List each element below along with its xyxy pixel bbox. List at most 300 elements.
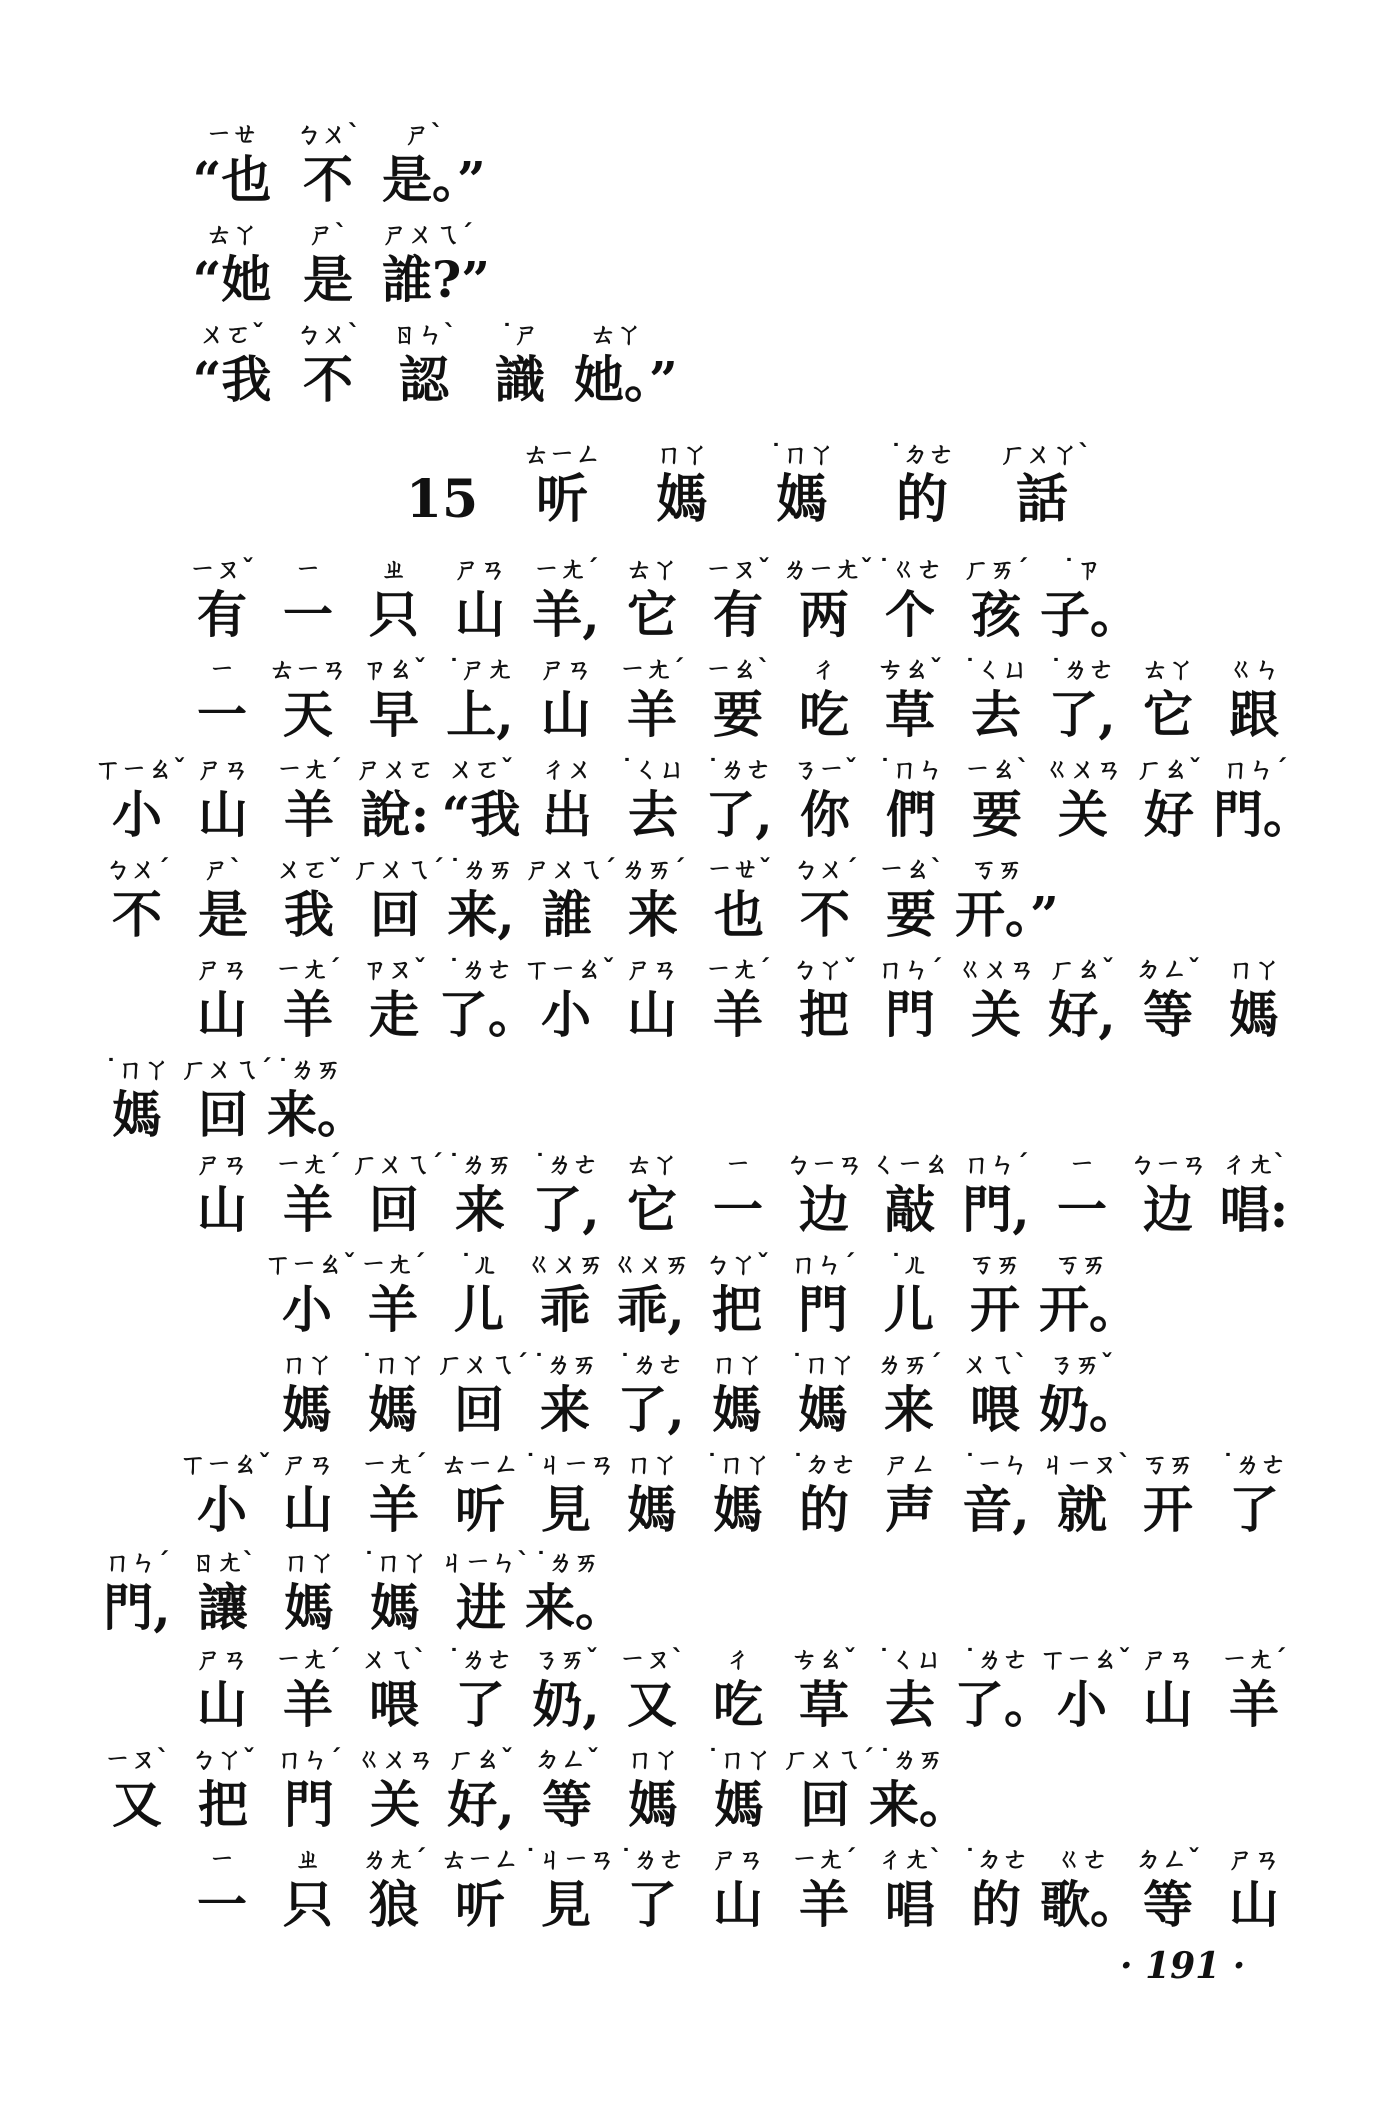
zhuyin-annotation: ㄅㄨˋ [295, 320, 361, 350]
zhuyin-annotation: ˙ㄕㄤ [447, 655, 513, 685]
zhuyin-annotation: ˙ㄌㄜ [618, 1350, 684, 1380]
character-cell [181, 855, 265, 951]
hanzi: 是 [198, 885, 248, 944]
hanzi: 一 [1057, 1180, 1107, 1239]
character-cell [867, 1350, 951, 1446]
hanzi: 認 [399, 350, 449, 409]
character-cell [181, 1055, 273, 1151]
character-cell [1039, 1350, 1139, 1446]
character-cell [523, 1350, 607, 1446]
zhuyin-annotation: ㄓ [294, 1845, 321, 1875]
hanzi: 山 [1229, 1875, 1279, 1934]
character-cell [267, 755, 351, 851]
character-cell [190, 320, 274, 416]
hanzi: 关 [971, 985, 1021, 1044]
zhuyin-annotation: ˙ㄌㄜ [1221, 1450, 1287, 1480]
character-cell [352, 1845, 436, 1941]
hanzi: 們 [886, 785, 936, 844]
hanzi: 开。 [1039, 1280, 1139, 1339]
character-cell [382, 220, 491, 316]
hanzi: 15 [405, 469, 479, 530]
hanzi: 了, [617, 1380, 685, 1439]
zhuyin-annotation: ㄍㄨㄢ [956, 955, 1035, 985]
zhuyin-annotation: ㄕㄢ [195, 1645, 248, 1675]
zhuyin-annotation: ˙ㄌㄜ [619, 1845, 685, 1875]
character-cell [525, 1745, 609, 1841]
hanzi: 儿 [454, 1280, 504, 1339]
hanzi: 它 [1143, 685, 1193, 744]
character-cell [180, 1645, 264, 1741]
hanzi: 山 [197, 985, 247, 1044]
zhuyin-annotation: ˙ㄦ [459, 1250, 499, 1280]
text-line [0, 1548, 1376, 1644]
hanzi: 只 [369, 585, 419, 644]
character-cell [1041, 755, 1125, 851]
character-cell [868, 955, 952, 1051]
zhuyin-annotation: ㄊㄚ [625, 555, 678, 585]
zhuyin-annotation: ㄎㄞ [1054, 1250, 1107, 1280]
character-cell [696, 1150, 780, 1246]
character-cell [520, 440, 604, 536]
character-cell [400, 440, 484, 536]
character-cell [1213, 755, 1313, 851]
zhuyin-annotation: ˙ㄇㄚ [362, 1548, 428, 1578]
zhuyin-annotation: ㄍㄨㄞ [525, 1250, 604, 1280]
zhuyin-annotation: ㄗㄠˇ [361, 655, 427, 685]
hanzi: 要 [972, 785, 1022, 844]
character-cell [1040, 1645, 1132, 1741]
character-cell [783, 855, 867, 951]
lesson-title [0, 440, 1376, 536]
zhuyin-annotation: ˙ㄌㄞ [878, 1745, 944, 1775]
zhuyin-annotation: ㄕㄨㄛ [355, 755, 434, 785]
character-cell [611, 855, 695, 951]
character-cell [954, 655, 1038, 751]
zhuyin-annotation: ㄧㄤˊ [276, 755, 342, 785]
hanzi: 媽 [282, 1380, 332, 1439]
character-cell [181, 1548, 265, 1644]
character-cell [524, 1150, 608, 1246]
hanzi: 了。 [438, 985, 538, 1044]
hanzi: 山 [197, 1675, 247, 1734]
character-cell [1040, 955, 1124, 1051]
character-cell [1126, 1845, 1210, 1941]
zhuyin-annotation: ㄕㄢ [625, 955, 678, 985]
zhuyin-annotation: ㄧㄡˋ [619, 1645, 685, 1675]
hanzi: “她 [192, 250, 272, 309]
zhuyin-annotation: ㄨㄟˋ [361, 1645, 427, 1675]
zhuyin-annotation: ㄧㄤˊ [705, 955, 771, 985]
hanzi: 了 [627, 1875, 677, 1934]
character-cell [353, 755, 437, 851]
hanzi: 說: [360, 785, 430, 844]
character-cell [697, 855, 781, 951]
character-cell [438, 1450, 522, 1546]
zhuyin-annotation: ˙ㄌㄜ [447, 955, 513, 985]
hanzi: 开 [1143, 1480, 1193, 1539]
character-cell [353, 1548, 437, 1644]
zhuyin-annotation: ㄊㄧㄢ [268, 655, 347, 685]
hanzi: 回 [370, 885, 420, 944]
hanzi: 媽 [1229, 985, 1279, 1044]
character-cell [1126, 955, 1210, 1051]
character-cell [782, 1150, 866, 1246]
character-cell [696, 555, 780, 651]
zhuyin-annotation: ˙ㄌㄞ [534, 1548, 600, 1578]
character-cell [286, 320, 370, 416]
zhuyin-annotation: ㄧㄠˋ [964, 755, 1030, 785]
zhuyin-annotation: ㄇㄚ [1227, 955, 1280, 985]
hanzi: 羊, [532, 585, 600, 644]
character-cell [266, 655, 350, 751]
zhuyin-annotation: ㄕㄨㄟˊ [382, 220, 474, 250]
character-cell [267, 1548, 351, 1644]
character-cell [697, 1745, 781, 1841]
character-cell [438, 1845, 522, 1941]
character-cell [610, 955, 694, 1051]
zhuyin-annotation: ㄘㄠˇ [791, 1645, 857, 1675]
hanzi: 媽 [775, 469, 828, 530]
zhuyin-annotation: ˙ㄌㄞ [447, 1150, 513, 1180]
text-line [0, 555, 1376, 651]
hanzi: 媽 [713, 1480, 763, 1539]
hanzi: 把 [799, 985, 849, 1044]
hanzi: 媽 [370, 1578, 420, 1637]
zhuyin-annotation: ㄇㄣˊ [877, 955, 943, 985]
character-cell [954, 1645, 1054, 1741]
character-cell [611, 755, 695, 851]
hanzi: 門。 [1213, 785, 1313, 844]
text-line [0, 1845, 1376, 1941]
zhuyin-annotation: ㄏㄞˊ [963, 555, 1029, 585]
hanzi: 来 [455, 1180, 505, 1239]
zhuyin-annotation: ㄏㄠˇ [1136, 755, 1202, 785]
zhuyin-annotation: ㄊㄧㄥ [440, 1450, 519, 1480]
zhuyin-annotation: ㄖㄣˋ [391, 320, 457, 350]
hanzi: 喂 [369, 1675, 419, 1734]
hanzi: 我 [284, 885, 334, 944]
zhuyin-annotation: ㄔ [810, 655, 837, 685]
zhuyin-annotation: ㄏㄨㄟˊ [181, 1055, 273, 1085]
character-cell [868, 655, 952, 751]
zhuyin-annotation: ㄕㄢ [196, 755, 249, 785]
hanzi: 听 [455, 1875, 505, 1934]
hanzi: 不 [303, 350, 353, 409]
hanzi: 一 [283, 585, 333, 644]
zhuyin-annotation: ˙ㄌㄜ [533, 1150, 599, 1180]
character-cell [351, 1350, 435, 1446]
character-cell [955, 755, 1039, 851]
text-line [0, 655, 1376, 751]
hanzi: 狼 [369, 1875, 419, 1934]
character-cell [696, 1450, 780, 1546]
zhuyin-annotation: ㄔ [724, 1645, 751, 1675]
hanzi: 来 [628, 885, 678, 944]
zhuyin-annotation: ㄌㄞˊ [876, 1350, 942, 1380]
character-cell [266, 1845, 350, 1941]
zhuyin-annotation: ㄒㄧㄠˇ [524, 955, 616, 985]
hanzi: 回 [369, 1180, 419, 1239]
hanzi: 听 [455, 1480, 505, 1539]
hanzi: 了, [705, 785, 773, 844]
character-cell [353, 1745, 437, 1841]
character-cell [180, 1150, 264, 1246]
character-cell [640, 440, 724, 536]
hanzi: 吃 [799, 685, 849, 744]
character-cell [286, 120, 370, 216]
zhuyin-annotation: ㄧㄤˊ [619, 655, 685, 685]
character-cell [1126, 655, 1210, 751]
character-cell [696, 1645, 780, 1741]
zhuyin-annotation: ㄧㄝˇ [706, 855, 772, 885]
zhuyin-annotation: ㄕㄢ [195, 1150, 248, 1180]
hanzi: 乖, [617, 1280, 685, 1339]
zhuyin-annotation: ㄧㄤˊ [275, 1645, 341, 1675]
text-line [0, 320, 1376, 416]
hanzi: 只 [283, 1875, 333, 1934]
character-cell [525, 1548, 625, 1644]
hanzi: 媽 [798, 1380, 848, 1439]
character-cell [352, 655, 436, 751]
zhuyin-annotation: ㄏㄠˇ [448, 1745, 514, 1775]
hanzi: 不 [303, 150, 353, 209]
character-cell [782, 555, 874, 651]
character-cell [525, 855, 617, 951]
character-cell [190, 220, 274, 316]
zhuyin-annotation: ㄍㄜ [1055, 1845, 1108, 1875]
zhuyin-annotation: ㄧㄤˊ [275, 955, 341, 985]
page-number: · 191 · [1120, 1945, 1246, 1987]
text-line [0, 1055, 1376, 1151]
character-cell [869, 855, 953, 951]
character-cell [696, 1845, 780, 1941]
character-cell [782, 1645, 866, 1741]
character-cell [525, 755, 609, 851]
character-cell [953, 1350, 1037, 1446]
zhuyin-annotation: ˙ㄕ [500, 320, 540, 350]
character-cell [869, 755, 953, 851]
zhuyin-annotation: ㄕㄨㄟˊ [525, 855, 617, 885]
hanzi: 上, [446, 685, 514, 744]
zhuyin-annotation: ㄊㄧㄥ [522, 440, 601, 470]
hanzi: 羊 [283, 1180, 333, 1239]
character-cell [954, 1450, 1038, 1546]
hanzi: 出 [542, 785, 592, 844]
zhuyin-annotation [400, 440, 484, 470]
hanzi: 的 [799, 1480, 849, 1539]
zhuyin-annotation: ˙ㄑㄩ [877, 1645, 943, 1675]
zhuyin-annotation: ㄇㄚ [655, 440, 708, 470]
hanzi: 你 [800, 785, 850, 844]
zhuyin-annotation: ㄇㄚ [282, 1548, 335, 1578]
hanzi: 草 [799, 1675, 849, 1734]
character-cell [524, 555, 608, 651]
character-cell [524, 655, 608, 751]
zhuyin-annotation: ˙ㄌㄜ [706, 755, 772, 785]
text-line [0, 855, 1376, 951]
zhuyin-annotation: ㄕˋ [203, 855, 243, 885]
hanzi: 把 [198, 1775, 248, 1834]
hanzi: 見 [541, 1875, 591, 1934]
zhuyin-annotation: ㄅㄨˊ [104, 855, 170, 885]
hanzi: 关 [370, 1775, 420, 1834]
character-cell [181, 1745, 265, 1841]
hanzi: 奶。 [1039, 1380, 1139, 1439]
character-cell [868, 1450, 952, 1546]
zhuyin-annotation: ㄎㄞ [968, 1250, 1021, 1280]
hanzi: 来 [540, 1380, 590, 1439]
hanzi: “也 [192, 150, 272, 209]
character-cell [610, 555, 694, 651]
zhuyin-annotation: ㄇㄣˊ [1222, 755, 1288, 785]
hanzi: 开 [970, 1280, 1020, 1339]
hanzi: 是 [303, 250, 353, 309]
character-cell [953, 1250, 1037, 1346]
zhuyin-annotation: ˙ㄌㄞ [532, 1350, 598, 1380]
zhuyin-annotation: ㄐㄧㄡˋ [1040, 1450, 1132, 1480]
character-cell [1040, 555, 1140, 651]
text-line [0, 1450, 1376, 1546]
hanzi: 歌。 [1040, 1875, 1140, 1934]
zhuyin-annotation: ㄧㄤˊ [533, 555, 599, 585]
character-cell [352, 1150, 444, 1246]
zhuyin-annotation: ㄇㄚ [626, 1745, 679, 1775]
character-cell [1040, 655, 1124, 751]
character-cell [180, 655, 264, 751]
zhuyin-annotation: ㄅㄨˋ [295, 120, 361, 150]
hanzi: 儿 [884, 1280, 934, 1339]
hanzi: 好, [1048, 985, 1116, 1044]
character-cell [781, 1250, 865, 1346]
zhuyin-annotation: ㄇㄣˊ [104, 1548, 170, 1578]
zhuyin-annotation: ˙ㄇㄚ [104, 1055, 170, 1085]
hanzi: 跟 [1229, 685, 1279, 744]
hanzi: 不 [800, 885, 850, 944]
zhuyin-annotation: ㄊㄚ [589, 320, 642, 350]
zhuyin-annotation: ㄧㄤˊ [791, 1845, 857, 1875]
hanzi: 要 [886, 885, 936, 944]
character-cell [478, 320, 562, 416]
hanzi: 唱: [1219, 1180, 1289, 1239]
character-cell [609, 1250, 693, 1346]
zhuyin-annotation: ㄧ [294, 555, 321, 585]
character-cell [610, 1845, 694, 1941]
zhuyin-annotation: ㄔㄤˋ [877, 1845, 943, 1875]
character-cell [352, 1645, 436, 1741]
character-cell [954, 1150, 1038, 1246]
hanzi: 了 [1229, 1480, 1279, 1539]
hanzi: 了, [532, 1180, 600, 1239]
zhuyin-annotation: ˙ㄌㄞ [276, 1055, 342, 1085]
text-line [0, 1645, 1376, 1741]
character-cell [760, 440, 844, 536]
zhuyin-annotation: ㄘㄠˇ [877, 655, 943, 685]
character-cell [1212, 1150, 1296, 1246]
character-cell [782, 1845, 866, 1941]
hanzi: 两 [799, 585, 849, 644]
zhuyin-annotation: ㄕㄥ [883, 1450, 936, 1480]
hanzi: 羊 [627, 685, 677, 744]
zhuyin-annotation: ㄍㄨㄢ [355, 1745, 434, 1775]
zhuyin-annotation: ㄉㄥˇ [1135, 955, 1201, 985]
character-cell [181, 755, 265, 851]
hanzi: 羊 [369, 1480, 419, 1539]
zhuyin-annotation: ㄕㄢ [453, 555, 506, 585]
character-cell [880, 440, 964, 536]
zhuyin-annotation: ㄌㄧㄤˇ [782, 555, 874, 585]
character-cell [438, 955, 538, 1051]
hanzi: 山 [283, 1480, 333, 1539]
zhuyin-annotation: ㄊㄚ [205, 220, 258, 250]
zhuyin-annotation: ㄒㄧㄠˇ [265, 1250, 357, 1280]
character-cell [1212, 1645, 1296, 1741]
zhuyin-annotation: ㄌㄤˊ [361, 1845, 427, 1875]
character-cell [267, 855, 351, 951]
hanzi: 了 [455, 1675, 505, 1734]
character-cell [610, 1150, 694, 1246]
zhuyin-annotation: ˙ㄉㄜ [889, 440, 955, 470]
hanzi: 了。 [954, 1675, 1054, 1734]
zhuyin-annotation: ㄧㄡˇ [189, 555, 255, 585]
hanzi: 媽 [284, 1578, 334, 1637]
character-cell [524, 1645, 608, 1741]
hanzi: 关 [1058, 785, 1108, 844]
zhuyin-annotation: ㄔㄤˋ [1221, 1150, 1287, 1180]
zhuyin-annotation: ㄅㄨˊ [792, 855, 858, 885]
hanzi: 門 [284, 1775, 334, 1834]
hanzi: 誰 [542, 885, 592, 944]
hanzi: 来, [447, 885, 515, 944]
hanzi: 山 [198, 785, 248, 844]
character-cell [351, 1250, 435, 1346]
hanzi: 一 [197, 685, 247, 744]
hanzi: 山 [713, 1875, 763, 1934]
zhuyin-annotation: ㄅㄧㄢ [1128, 1150, 1207, 1180]
character-cell [954, 555, 1038, 651]
hanzi: 进 [456, 1578, 506, 1637]
zhuyin-annotation: ˙ㄐㄧㄢ [524, 1450, 616, 1480]
hanzi: 一 [713, 1180, 763, 1239]
zhuyin-annotation: ˙ㄍㄜ [877, 555, 943, 585]
zhuyin-annotation: ㄧㄤˊ [275, 1150, 341, 1180]
character-cell [868, 1150, 952, 1246]
zhuyin-annotation: ˙ㄉㄜ [791, 1450, 857, 1480]
character-cell [867, 1250, 951, 1346]
character-cell [1212, 955, 1296, 1051]
zhuyin-annotation: ˙ㄉㄜ [963, 1845, 1029, 1875]
zhuyin-annotation: ˙ㄐㄧㄢ [524, 1845, 616, 1875]
hanzi: 不 [112, 885, 162, 944]
hanzi: 山 [197, 1180, 247, 1239]
character-cell [439, 1548, 531, 1644]
hanzi: 等 [1143, 1875, 1193, 1934]
character-cell [437, 1250, 521, 1346]
hanzi: 好 [1144, 785, 1194, 844]
hanzi: 一 [197, 1875, 247, 1934]
hanzi: 媽 [714, 1775, 764, 1834]
character-cell [266, 1645, 350, 1741]
zhuyin-annotation: ㄕㄢ [539, 655, 592, 685]
zhuyin-annotation: ㄏㄨㄟˊ [437, 1350, 529, 1380]
character-cell [1000, 440, 1092, 536]
hanzi: 它 [627, 585, 677, 644]
zhuyin-annotation: ㄕㄢ [195, 955, 248, 985]
zhuyin-annotation: ㄏㄨㄚˋ [1000, 440, 1092, 470]
hanzi: 去 [971, 685, 1021, 744]
hanzi: 羊 [283, 1675, 333, 1734]
hanzi: 回 [454, 1380, 504, 1439]
text-line [0, 220, 1376, 316]
